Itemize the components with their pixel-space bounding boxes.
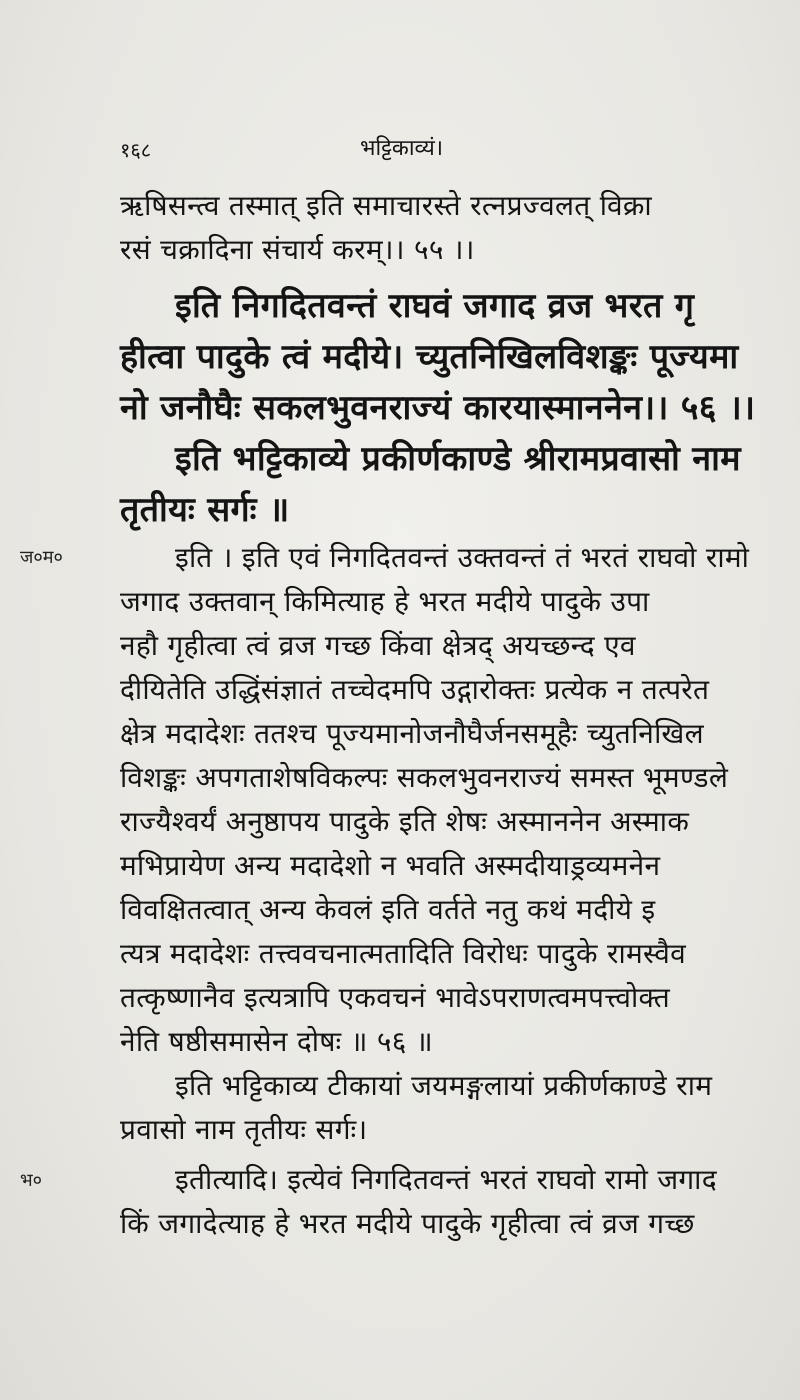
commentary-line: नहौ गृहीत्वा त्वं व्रज गच्छ किंवा क्षेत्रद् अयच्छन्द एव [120,629,636,662]
commentary-colophon-line: प्रवासो नाम तृतीयः सर्गः। [120,1113,368,1146]
verse-line: हीत्वा पादुके त्वं मदीये। च्युतनिखिलविशङ्कः पूज्यमा [120,337,739,377]
commentary-line: त्यत्र मदादेशः तत्त्ववचनात्मतादिति विरोधः पादुके रामस्वैव [120,937,686,970]
text-line: ऋषिसन्त्व तस्मात् इति समाचारस्ते रत्नप्रज्वलत् विक्रा [120,189,652,222]
commentary-line: इतीत्यादि। इत्येवं निगदितवन्तं भरतं राघवो रामो जगाद [175,1163,717,1196]
commentary-line: इति । इति एवं निगदितवन्तं उक्तवन्तं तं भरतं राघवो रामो [175,541,750,574]
commentary-line: तत्कृष्णानैव इत्यत्रापि एकवचनं भावेऽपराणत्वमपत्त्वोक्त [120,981,671,1014]
commentary-line: जगाद उक्तवान् किमित्याह हे भरत मदीये पादुके उपा [120,585,650,618]
commentary-line: राज्यैश्वर्यं अनुष्ठापय पादुके इति शेषः अस्माननेन अस्माक [120,805,690,838]
commentary-line: दीयितेति उद्धिंसंज्ञातं तच्चेदमपि उद्गारोक्तः प्रत्येक न तत्परेत [120,673,710,706]
commentary-colophon-line: इति भट्टिकाव्य टीकायां जयमङ्गलायां प्रकीर्णकाण्डे राम [175,1069,713,1102]
commentary-line: नेति षष्ठीसमासेन दोषः ॥ ५६ ॥ [120,1025,433,1058]
commentary-line: किं जगादेत्याह हे भरत मदीये पादुके गृहीत्वा त्वं व्रज गच्छ [120,1207,695,1240]
commentary-line: मभिप्रायेण अन्य मदादेशो न भवति अस्मदीयाड्रव्यमनेन [120,849,661,882]
margin-label-bharata: भ० [20,1170,43,1191]
margin-label-jayamangala: ज०म० [20,547,63,568]
commentary-line: विशङ्कः अपगताशेषविकल्पः सकलभुवनराज्यं समस्त भूमण्डले [120,761,729,794]
verse-line: नो जनौघैः सकलभुवनराज्यं कारयास्माननेन।। ५६ ।। [120,388,756,428]
page-number: १६८ [120,138,152,162]
running-title: भट्टिकाव्यं। [360,136,444,161]
commentary-line: क्षेत्र मदादेशः ततश्च पूज्यमानोजनौघैर्जनसमूहैः च्युतनिखिल [120,717,704,750]
colophon-line: तृतीयः सर्गः ॥ [120,490,290,530]
commentary-line: विवक्षितत्वात् अन्य केवलं इति वर्तते नतु कथं मदीये इ [120,893,656,926]
colophon-line: इति भट्टिकाव्ये प्रकीर्णकाण्डे श्रीरामप्रवासो नाम [175,439,741,479]
page-header [0,132,800,166]
text-line: रसं चक्रादिना संचार्य करम्।। ५५ ।। [120,233,475,266]
verse-line: इति निगदितवन्तं राघवं जगाद व्रज भरत गृ [175,286,695,326]
